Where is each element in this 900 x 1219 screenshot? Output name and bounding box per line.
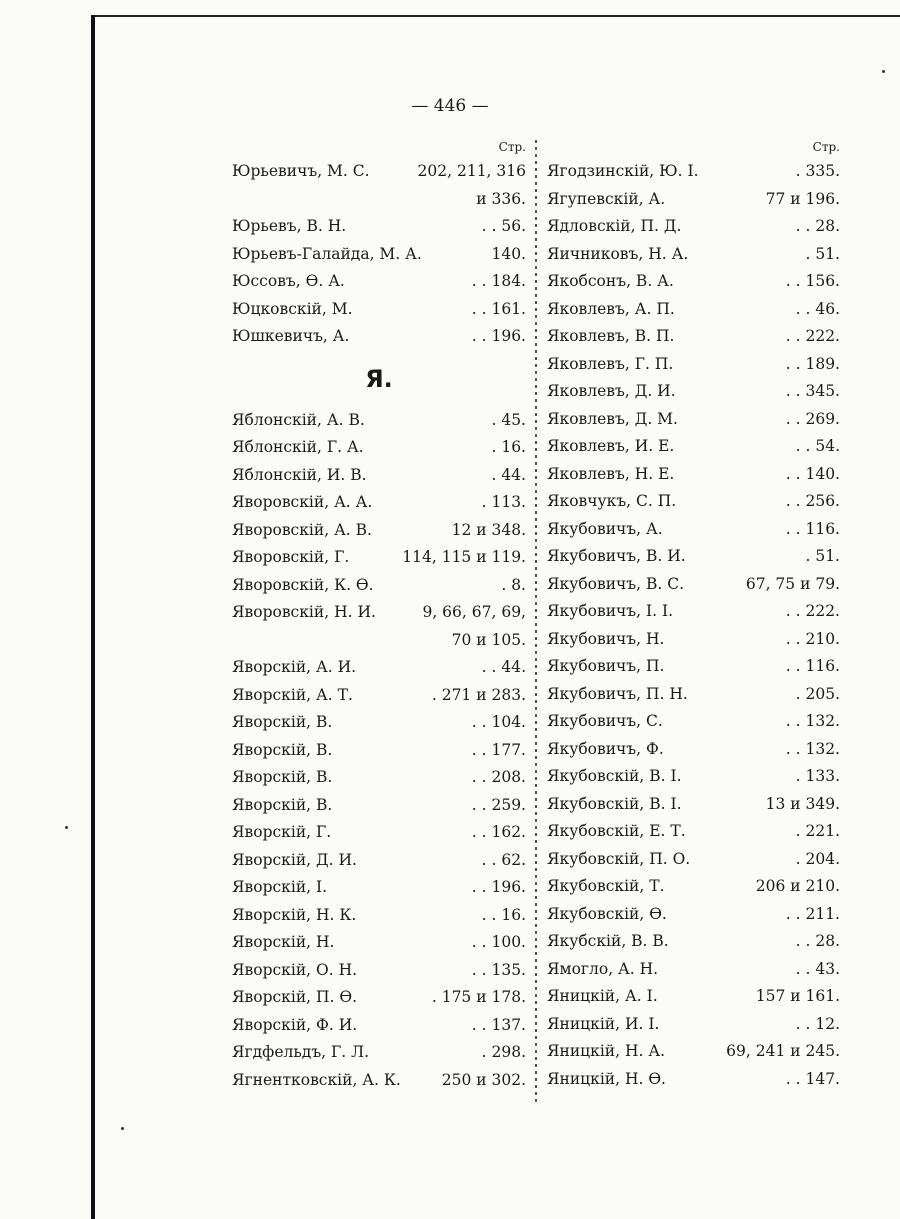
entry-name: Яковлевъ, Г. П. bbox=[547, 354, 674, 373]
entry-name: Якубовичъ, С. bbox=[547, 712, 663, 730]
index-entry bbox=[232, 874, 526, 902]
entry-name: Ягдфельдъ, Г. Л. bbox=[232, 1043, 370, 1061]
entry-page-ref: . . 56. bbox=[481, 217, 526, 235]
index-entry bbox=[232, 296, 526, 324]
entry-name: Ягупевскій, А. bbox=[547, 189, 666, 208]
entry-name: Якубовичъ, І. І. bbox=[547, 602, 674, 620]
entry-page-ref: . . 137. bbox=[471, 1015, 526, 1034]
index-entry bbox=[547, 681, 840, 709]
index-entry bbox=[232, 158, 526, 186]
index-entry bbox=[232, 489, 526, 517]
entry-page-ref: . . 44. bbox=[481, 658, 526, 676]
entry-page-ref: . . 161. bbox=[471, 299, 526, 318]
index-entry bbox=[547, 1038, 840, 1066]
entry-name: Яворскій, Н. К. bbox=[232, 905, 357, 924]
index-entry bbox=[547, 928, 840, 956]
entry-page-ref: 69, 241 и 245. bbox=[726, 1042, 840, 1060]
entry-name: Яковлевъ, Д. М. bbox=[547, 409, 678, 428]
entry-name: Яворовскій, Г. bbox=[232, 548, 350, 566]
left-column-header: Стр. bbox=[498, 140, 526, 154]
index-entry bbox=[547, 983, 840, 1011]
entry-name: Якубовичъ, В. И. bbox=[547, 547, 686, 565]
index-entry bbox=[547, 818, 840, 846]
entry-name: Якубовичъ, П. Н. bbox=[547, 684, 688, 703]
entry-page-ref: 67, 75 и 79. bbox=[745, 574, 840, 593]
index-entry bbox=[232, 599, 526, 627]
index-entry bbox=[232, 627, 526, 655]
right-entries bbox=[547, 158, 840, 1093]
entry-page-ref: . . 28. bbox=[795, 217, 840, 235]
entry-name: Яворскій, В. bbox=[232, 795, 333, 814]
entry-page-ref: . . 196. bbox=[471, 878, 526, 896]
entry-name: Яковлевъ, В. П. bbox=[547, 327, 675, 345]
index-entry bbox=[547, 598, 840, 626]
entry-page-ref: . 8. bbox=[501, 575, 526, 594]
entry-page-ref: . . 135. bbox=[471, 960, 526, 979]
entry-name: Якубовичъ, Ф. bbox=[547, 739, 664, 758]
entry-name: Яворскій, А. Т. bbox=[232, 685, 353, 704]
entry-name: Юссовъ, Ѳ. А. bbox=[232, 272, 345, 290]
index-entry bbox=[547, 901, 840, 929]
index-entry bbox=[547, 213, 840, 241]
entry-name: Яворскій, Д. И. bbox=[232, 850, 357, 869]
entry-name: Яницкій, Н. А. bbox=[547, 1042, 666, 1060]
entry-name: Яворовскій, А. А. bbox=[232, 493, 373, 511]
index-entry bbox=[232, 984, 526, 1012]
entry-page-ref: 9, 66, 67, 69, bbox=[422, 603, 526, 621]
entry-page-ref: . . 256. bbox=[785, 492, 840, 510]
index-entry bbox=[232, 819, 526, 847]
index-entry bbox=[232, 709, 526, 737]
entry-page-ref: . 298. bbox=[481, 1043, 526, 1061]
entry-page-ref: . . 259. bbox=[471, 795, 526, 814]
entry-name: Яворскій, П. Ѳ. bbox=[232, 988, 358, 1006]
entry-page-ref: . . 46. bbox=[795, 299, 840, 318]
entry-page-ref: . . 156. bbox=[785, 272, 840, 290]
entry-name: Якубовичъ, П. bbox=[547, 657, 665, 675]
index-entry bbox=[547, 296, 840, 324]
entry-page-ref: 202, 211, 316 bbox=[417, 162, 526, 180]
entry-page-ref: . . 54. bbox=[795, 437, 840, 455]
entry-page-ref: . . 100. bbox=[471, 933, 526, 951]
entry-page-ref: 157 и 161. bbox=[755, 987, 840, 1005]
entry-name: Яковлевъ, И. Е. bbox=[547, 437, 675, 455]
entry-name: Ядловскій, П. Д. bbox=[547, 217, 682, 235]
entry-name: Юрьевъ-Галайда, М. А. bbox=[232, 244, 422, 263]
entry-name: Юшкевичъ, А. bbox=[232, 327, 350, 345]
entry-name: Яковлевъ, А. П. bbox=[547, 299, 675, 318]
index-entry bbox=[547, 708, 840, 736]
entry-name: Яворовскій, К. Ѳ. bbox=[232, 575, 374, 594]
index-entry bbox=[547, 516, 840, 544]
entry-page-ref: . . 140. bbox=[785, 464, 840, 483]
entry-page-ref: 13 и 349. bbox=[765, 794, 840, 813]
entry-name: Якубовскій, Т. bbox=[547, 877, 665, 895]
entry-page-ref: 70 и 105. bbox=[451, 630, 526, 649]
entry-page-ref: . 204. bbox=[795, 849, 840, 868]
entry-page-ref: . . 184. bbox=[471, 272, 526, 290]
entry-name: Юцковскій, М. bbox=[232, 299, 353, 318]
entry-page-ref: . . 196. bbox=[471, 327, 526, 345]
left-entries-after bbox=[232, 407, 526, 1095]
entry-page-ref: . . 189. bbox=[785, 354, 840, 373]
index-entry bbox=[232, 792, 526, 820]
entry-page-ref: . . 162. bbox=[471, 823, 526, 841]
index-entry bbox=[547, 241, 840, 269]
entry-page-ref: . . 132. bbox=[785, 739, 840, 758]
entry-page-ref: . . 269. bbox=[785, 409, 840, 428]
entry-page-ref: . . 116. bbox=[785, 519, 840, 538]
entry-page-ref: 140. bbox=[491, 244, 526, 263]
entry-name: Якубовскій, Ѳ. bbox=[547, 904, 667, 923]
entry-name: Яичниковъ, Н. А. bbox=[547, 244, 689, 263]
entry-name: Яницкій, А. І. bbox=[547, 987, 658, 1005]
page-speck bbox=[882, 70, 885, 73]
entry-page-ref: 77 и 196. bbox=[765, 189, 840, 208]
index-entry bbox=[232, 902, 526, 930]
index-entry bbox=[232, 737, 526, 765]
page-speck bbox=[65, 826, 68, 829]
index-entry bbox=[232, 1039, 526, 1067]
entry-name: Якубовичъ, А. bbox=[547, 519, 663, 538]
entry-name: Ямогло, А. Н. bbox=[547, 959, 659, 978]
index-entry bbox=[232, 213, 526, 241]
entry-name: Яворскій, В. bbox=[232, 713, 333, 731]
entry-page-ref: . 45. bbox=[491, 410, 526, 429]
index-entry bbox=[547, 488, 840, 516]
index-entry bbox=[547, 1066, 840, 1094]
entry-name: Яворскій, І. bbox=[232, 878, 328, 896]
entry-name: Яблонскій, Г. А. bbox=[232, 438, 364, 456]
entry-page-ref: 114, 115 и 119. bbox=[402, 548, 526, 566]
left-column bbox=[232, 136, 526, 1094]
index-entry bbox=[547, 351, 840, 379]
entry-name: Якубскій, В. В. bbox=[547, 932, 669, 950]
entry-name: Яворскій, Г. bbox=[232, 823, 332, 841]
entry-name: Яворскій, А. И. bbox=[232, 658, 357, 676]
right-column-header: Стр. bbox=[812, 140, 840, 154]
index-entry bbox=[547, 406, 840, 434]
entry-name: Якубовичъ, В. С. bbox=[547, 574, 685, 593]
entry-page-ref: . 175 и 178. bbox=[431, 988, 526, 1006]
entry-page-ref: . 44. bbox=[491, 465, 526, 484]
index-entry bbox=[232, 929, 526, 957]
page-top-edge bbox=[91, 15, 900, 17]
entry-page-ref: . . 104. bbox=[471, 713, 526, 731]
entry-name: Яницкій, И. І. bbox=[547, 1014, 660, 1033]
section-heading: Я. bbox=[365, 364, 393, 393]
index-entry bbox=[232, 434, 526, 462]
entry-name: Яворскій, В. bbox=[232, 768, 333, 786]
index-entry bbox=[547, 873, 840, 901]
index-entry bbox=[547, 268, 840, 296]
index-entry bbox=[232, 407, 526, 435]
index-entry bbox=[232, 654, 526, 682]
entry-name: Юрьевичъ, М. С. bbox=[232, 162, 370, 180]
entry-name: Яворскій, В. bbox=[232, 740, 333, 759]
index-entry bbox=[547, 323, 840, 351]
entry-page-ref: . 335. bbox=[795, 162, 840, 180]
entry-page-ref: . . 222. bbox=[785, 327, 840, 345]
entry-page-ref: . 205. bbox=[795, 684, 840, 703]
index-entry bbox=[547, 846, 840, 874]
index-entry bbox=[232, 544, 526, 572]
left-entries-before bbox=[232, 158, 526, 351]
entry-page-ref: . . 222. bbox=[785, 602, 840, 620]
entry-name: Яворовскій, А. В. bbox=[232, 520, 372, 539]
entry-page-ref: . 133. bbox=[795, 767, 840, 785]
entry-page-ref: . . 43. bbox=[795, 959, 840, 978]
index-entry bbox=[547, 571, 840, 599]
entry-name: Яворскій, Н. bbox=[232, 933, 335, 951]
entry-page-ref: . . 208. bbox=[471, 768, 526, 786]
entry-page-ref: . 113. bbox=[481, 493, 526, 511]
index-entry bbox=[547, 956, 840, 984]
entry-page-ref: и 336. bbox=[476, 189, 526, 208]
entry-page-ref: . . 210. bbox=[785, 629, 840, 648]
entry-name: Яницкій, Н. Ѳ. bbox=[547, 1069, 666, 1088]
entry-page-ref: 206 и 210. bbox=[755, 877, 840, 895]
index-entry bbox=[547, 433, 840, 461]
entry-page-ref: . 16. bbox=[491, 438, 526, 456]
entry-page-ref: . 271 и 283. bbox=[431, 685, 526, 704]
index-entry bbox=[547, 653, 840, 681]
entry-name: Якубовскій, П. О. bbox=[547, 849, 691, 868]
index-entry bbox=[547, 791, 840, 819]
index-entry bbox=[547, 626, 840, 654]
page-number: — 446 — bbox=[411, 96, 489, 116]
entry-name: Яворовскій, Н. И. bbox=[232, 603, 376, 621]
index-entry bbox=[232, 1067, 526, 1095]
entry-page-ref: . 51. bbox=[805, 547, 840, 565]
entry-page-ref: . . 345. bbox=[785, 382, 840, 400]
index-entry bbox=[547, 1011, 840, 1039]
entry-page-ref: . . 132. bbox=[785, 712, 840, 730]
index-entry bbox=[547, 186, 840, 214]
entry-page-ref: . . 12. bbox=[795, 1014, 840, 1033]
index-entry bbox=[547, 378, 840, 406]
entry-page-ref: 250 и 302. bbox=[441, 1070, 526, 1089]
entry-page-ref: . . 147. bbox=[785, 1069, 840, 1088]
entry-page-ref: . . 116. bbox=[785, 657, 840, 675]
entry-page-ref: . . 16. bbox=[481, 905, 526, 924]
index-entry bbox=[232, 241, 526, 269]
entry-page-ref: . 51. bbox=[805, 244, 840, 263]
entry-name: Ягнентковскій, А. К. bbox=[232, 1070, 401, 1089]
column-divider bbox=[535, 140, 537, 1102]
entry-page-ref: . . 28. bbox=[795, 932, 840, 950]
entry-name: Яворскій, О. Н. bbox=[232, 960, 358, 979]
entry-name: Ягодзинскій, Ю. І. bbox=[547, 162, 699, 180]
entry-name: Юрьевъ, В. Н. bbox=[232, 217, 347, 235]
entry-name: Яворскій, Ф. И. bbox=[232, 1015, 358, 1034]
entry-page-ref: 12 и 348. bbox=[451, 520, 526, 539]
index-entry bbox=[547, 736, 840, 764]
entry-name: Якубовскій, Е. Т. bbox=[547, 822, 686, 840]
entry-page-ref: . . 177. bbox=[471, 740, 526, 759]
index-entry bbox=[547, 461, 840, 489]
page-speck bbox=[121, 1127, 124, 1130]
entry-name: Якубовскій, В. І. bbox=[547, 767, 682, 785]
index-entry bbox=[232, 186, 526, 214]
index-entry bbox=[547, 158, 840, 186]
index-entry bbox=[232, 268, 526, 296]
index-entry bbox=[232, 957, 526, 985]
index-entry bbox=[232, 682, 526, 710]
page-left-edge bbox=[91, 15, 95, 1219]
index-entry bbox=[232, 462, 526, 490]
entry-name: Яблонскій, А. В. bbox=[232, 410, 365, 429]
index-entry bbox=[232, 847, 526, 875]
entry-name: Якубовскій, В. І. bbox=[547, 794, 682, 813]
index-entry bbox=[232, 323, 526, 351]
entry-page-ref: . 221. bbox=[795, 822, 840, 840]
entry-page-ref: . . 211. bbox=[785, 904, 840, 923]
entry-name: Яковлевъ, Д. И. bbox=[547, 382, 676, 400]
index-entry bbox=[547, 763, 840, 791]
entry-name: Яковчукъ, С. П. bbox=[547, 492, 677, 510]
entry-name: Якубовичъ, Н. bbox=[547, 629, 665, 648]
entry-name: Якобсонъ, В. А. bbox=[547, 272, 674, 290]
index-entry bbox=[232, 1012, 526, 1040]
index-entry bbox=[232, 764, 526, 792]
index-entry bbox=[232, 572, 526, 600]
right-column bbox=[547, 136, 840, 1093]
index-entry bbox=[547, 543, 840, 571]
index-entry bbox=[232, 517, 526, 545]
entry-name: Яковлевъ, Н. Е. bbox=[547, 464, 675, 483]
entry-page-ref: . . 62. bbox=[481, 850, 526, 869]
entry-name: Яблонскій, И. В. bbox=[232, 465, 367, 484]
